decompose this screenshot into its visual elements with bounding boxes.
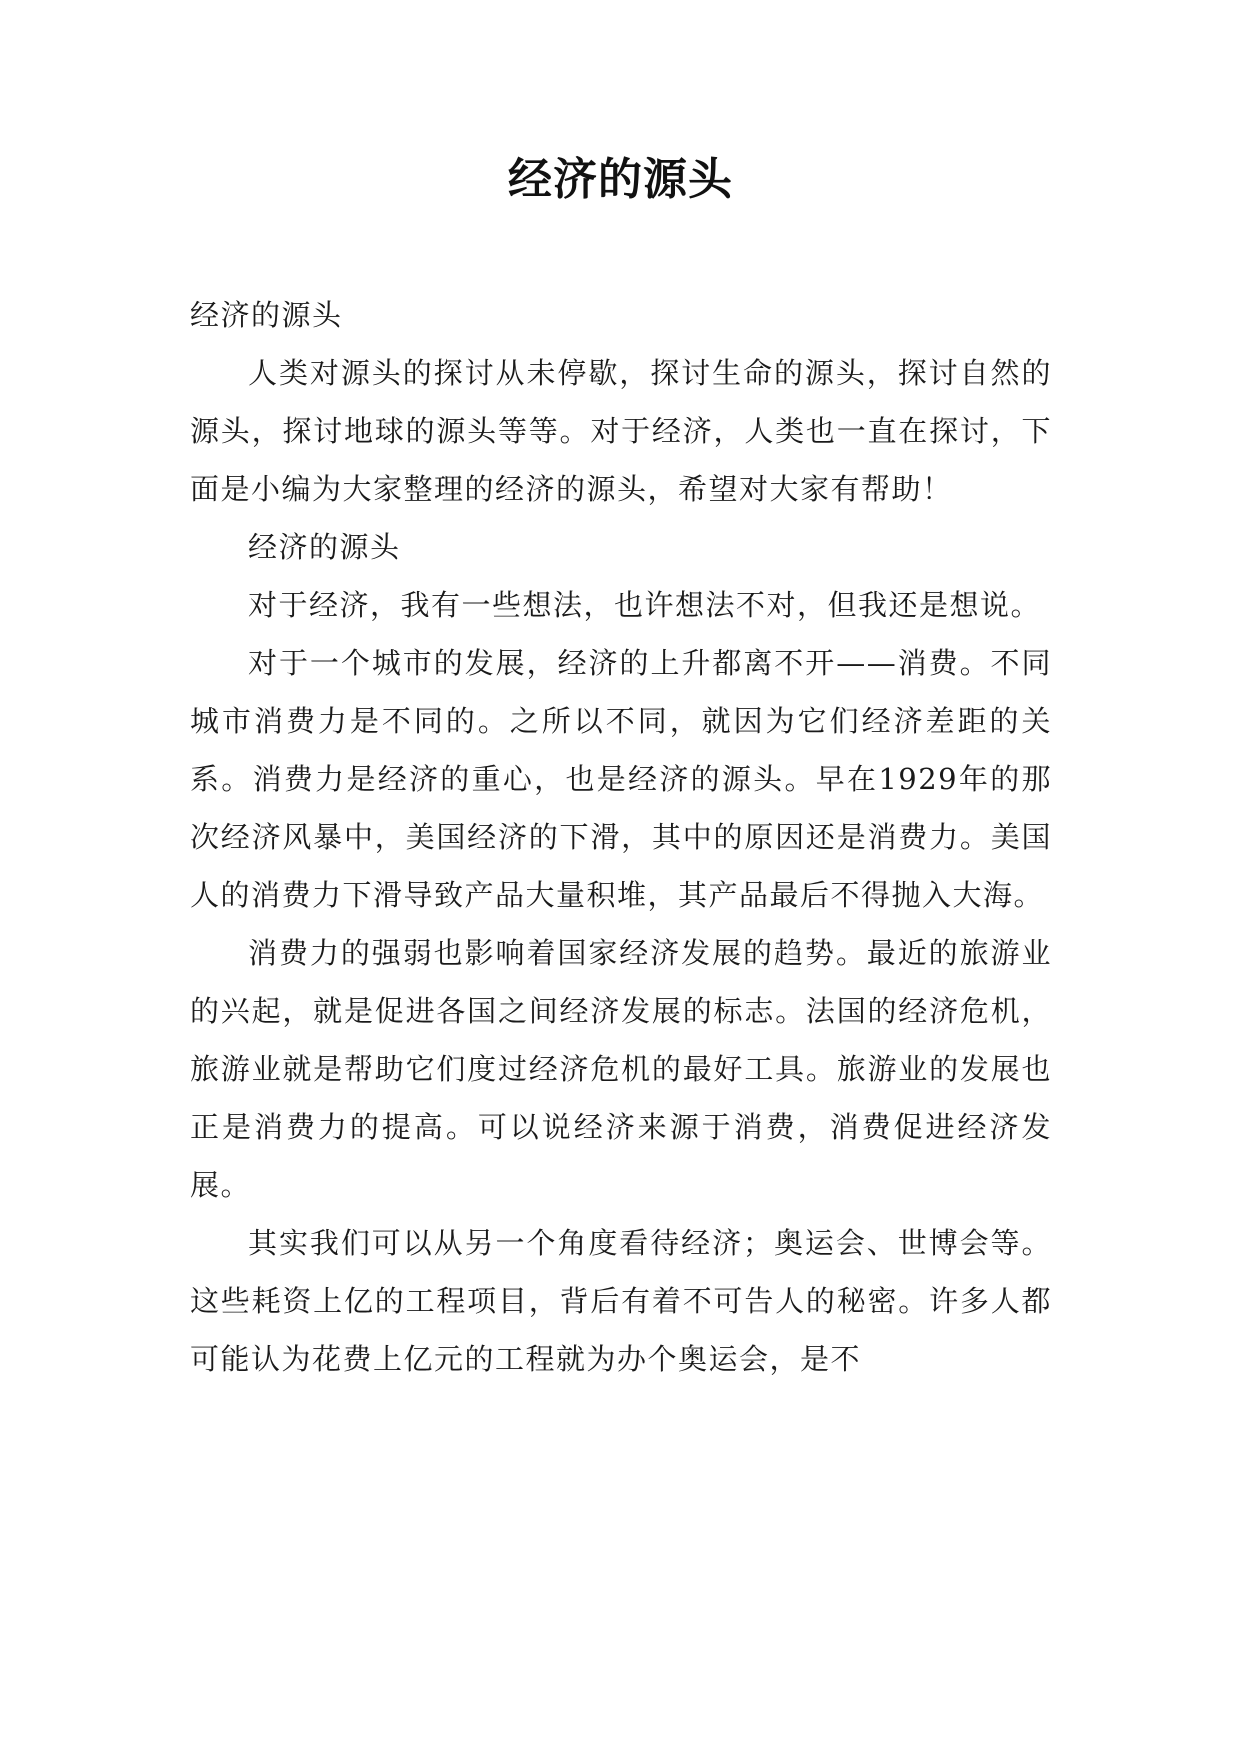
- section-heading: 经济的源头: [248, 530, 401, 564]
- paragraph: 消费力的强弱也影响着国家经济发展的趋势。最近的旅游业的兴起，就是促进各国之间经济发展的标志。法国的经济危机，旅游业就是帮助它们度过经济危机的最好工具。旅游业的发展也正是消费力的提高。可以说经济来源于消费，消费促进经济发展。: [190, 936, 1052, 1202]
- document-body: [190, 286, 1052, 1388]
- document-title: 经济的源头: [508, 154, 733, 205]
- paragraph: 经济的源头: [190, 298, 343, 332]
- paragraph: 对于一个城市的发展，经济的上升都离不开——消费。不同城市消费力是不同的。之所以不同，就因为它们经济差距的关系。消费力是经济的重心，也是经济的源头。早在1929年的那次经济风暴中，美国经济的下滑，其中的原因还是消费力。美国人的消费力下滑导致产品大量积堆，其产品最后不得抛入大海。: [190, 646, 1052, 912]
- paragraph: 人类对源头的探讨从未停歇，探讨生命的源头，探讨自然的源头，探讨地球的源头等等。对于经济，人类也一直在探讨，下面是小编为大家整理的经济的源头，希望对大家有帮助！: [190, 356, 1052, 506]
- paragraph: 对于经济，我有一些想法，也许想法不对，但我还是想说。: [248, 588, 1042, 622]
- paragraph: 其实我们可以从另一个角度看待经济；奥运会、世博会等。这些耗资上亿的工程项目，背后有着不可告人的秘密。许多人都可能认为花费上亿元的工程就为办个奥运会，是不: [190, 1226, 1052, 1376]
